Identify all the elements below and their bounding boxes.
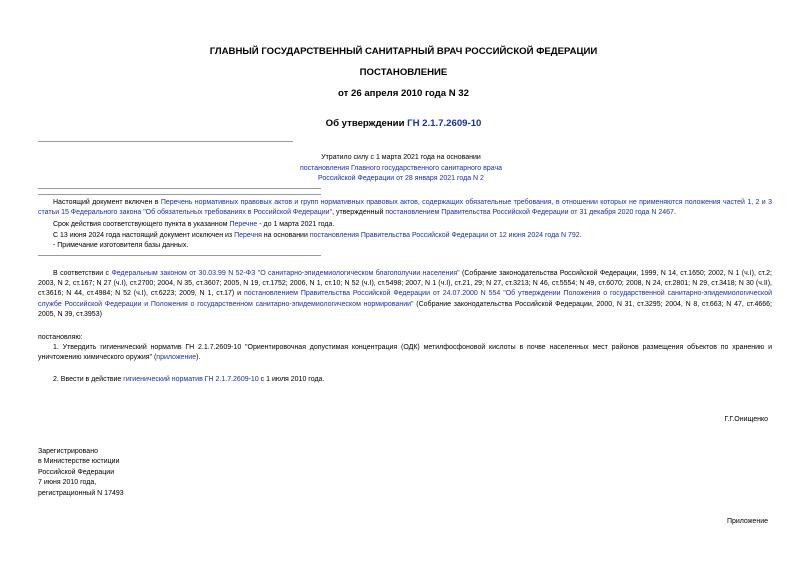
divider (38, 188, 321, 189)
status-note-line: Утратило силу с 1 марта 2021 года на основании (321, 154, 481, 161)
appendix-label: Приложение (726, 518, 768, 525)
notice-paragraph-2: Срок действия соответствующего пункта в указанном Перечне - до 1 марта 2021 года. (53, 221, 335, 228)
issuing-authority: ГЛАВНЫЙ ГОСУДАРСТВЕННЫЙ САНИТАРНЫЙ ВРАЧ РОССИЙСКОЙ ФЕДЕРАЦИИ (209, 46, 598, 57)
status-note (296, 153, 506, 185)
notice-paragraph-1: Настоящий документ включен в Перечень нормативных правовых актов и групп нормативных правовых актов, содержащих обязательные требования, в отношении которых не применяются положения частей 1, 2 и 3 статьи 15 Федерального закона "Об обязательных требованиях в Российской Федерации", утвержденный постановлением Правительства Российской Федерации от 31 декабря 2020 года N 2467. (38, 199, 772, 217)
database-note: - Примечание изготовителя базы данных. (53, 242, 189, 249)
federal-law-52-link[interactable]: Федеральным законом от 30.03.99 N 52-ФЗ "О санитарно-эпидемиологическом благополучии населения" (111, 270, 460, 277)
government-resolution-792-link[interactable]: постановления Правительства Российской Федерации от 12 июня 2024 года N 792 (309, 232, 580, 239)
list-of-acts-link[interactable]: Перечень нормативных правовых актов и групп нормативных правовых актов, содержащих обязательные требования, в отношении которых не применяются положения частей 1, 2 и 3 статьи 15 Федерального закона "Об обязательных требованиях в Российской Федерации" (38, 199, 772, 217)
divider (38, 255, 321, 256)
title-prefix: Об утверждении (325, 118, 408, 129)
document-title (36, 118, 771, 129)
signature: Г.Г.Онищенко (724, 416, 768, 423)
government-resolution-554-link[interactable]: постановлением Правительства Российской Федерации от 24.07.2000 N 554 "Об утверждении Положения о государственной санитарно-эпидемиологической службе Российской Федерации и Положения о государственном санитарно-эпидемиологическом нормировании" (38, 290, 773, 308)
divider (38, 141, 293, 142)
hygienic-norm-link[interactable]: гигиенический норматив ГН 2.1.7.2609-10 (123, 376, 259, 383)
date-and-number: от 26 апреля 2010 года N 32 (338, 88, 469, 99)
title-norm-link[interactable]: ГН 2.1.7.2609-10 (407, 118, 482, 129)
repeal-resolution-link[interactable]: постановления Главного государственного санитарного врача (299, 164, 503, 172)
repeal-resolution-link-cont[interactable]: Российской Федерации от 28 января 2021 года N 2 (318, 175, 484, 182)
list-link[interactable]: Перечне (229, 221, 258, 228)
item-1: 1. Утвердить гигиенический норматив ГН 2.1.7.2609-10 "Ориентировочная допустимая концентрация (ОДК) метилфосфоновой кислоты в почве населенных мест районов размещения объектов по хранению и уничтожению химического оружия" (приложение). (38, 344, 772, 362)
document-type: ПОСТАНОВЛЕНИЕ (359, 67, 448, 78)
notice-paragraph-3: С 13 июня 2024 года настоящий документ исключен из Перечня на основании постановления Правительства Российской Федерации от 12 июня 2024 года N 792. (53, 232, 582, 239)
government-resolution-2467-link[interactable]: постановлением Правительства Российской Федерации от 31 декабря 2020 года N 2467 (385, 209, 674, 217)
registration-block: Зарегистрировано в Министерстве юстиции Российской Федерации 7 июня 2010 года, регистрационный N 17493 (38, 448, 124, 497)
preamble-paragraph: В соответствии с Федеральным законом от 30.03.99 N 52-ФЗ "О санитарно-эпидемиологическом благополучии населения" (Собрание законодательства Российской Федерации, 1999, N 14, ст.1650; 2002, N 1 (ч.I), ст.2; 2003, N 2, ст.167; N 27 (ч.I), ст.2700; 2004, N 35, ст.3607; 2005, N 19, ст.1752; 2006, N 1, ст.10; N 52 (ч.I), ст.5498; 2007, N 1 (ч.I), ст.21, 29; N 27, ст.3213; N 46, ст.5554; N 49, ст.6070; 2008, N 24, ст.2801; N 29, ст.3418; N 30 (ч.II), ст.3616; N 44, ст.4984; N 52 (ч.I), ст.6223; 2009, N 1, ст.17) и постановлением Правительства Российской Федерации от 24.07.2000 N 554 "Об утверждении Положения о государственной санитарно-эпидемиологической службе Российской Федерации и Положения о государственном санитарно-эпидемиологическом нормировании" (Собрание законодательства Российской Федерации, 2000, N 31, ст.3295; 2004, N 8, ст.663; N 47, ст.4666; 2005, N 39, ст.3953) (38, 270, 773, 318)
item-2: 2. Ввести в действие гигиенический норматив ГН 2.1.7.2609-10 с 1 июля 2010 года. (53, 376, 325, 383)
divider (38, 194, 321, 195)
appendix-link[interactable]: приложение (156, 354, 197, 362)
resolves-word: постановляю: (38, 334, 83, 341)
list-link-2[interactable]: Перечня (234, 232, 262, 239)
